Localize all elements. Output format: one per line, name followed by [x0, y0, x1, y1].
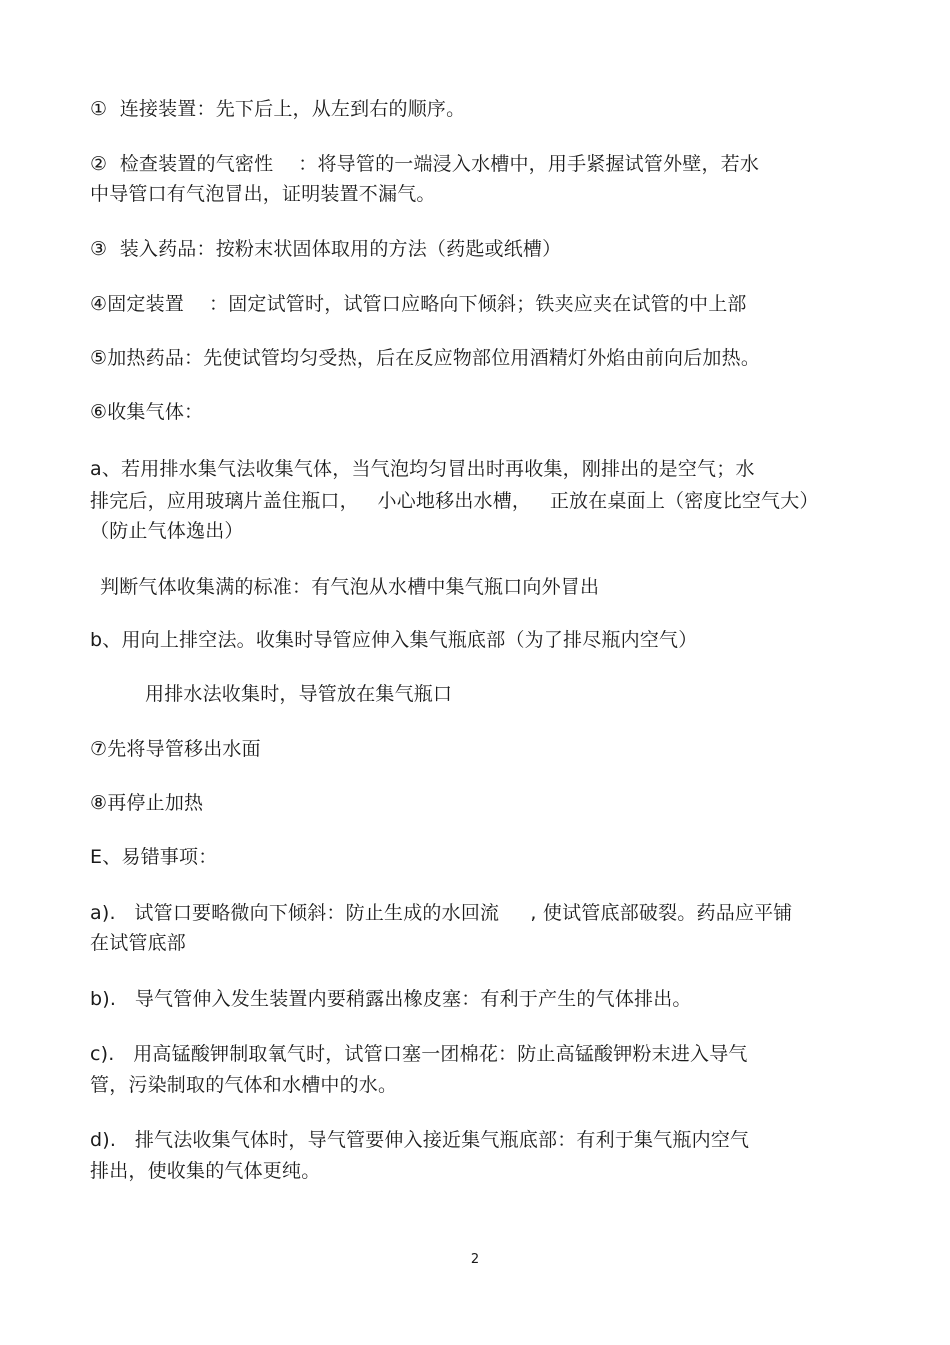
collection-b-upward-air: b、用向上排空法。收集时导管应伸入集气瓶底部（为了排尽瓶内空气）: [90, 629, 698, 651]
step-5-heat-reagent: ⑤加热药品：先使试管均匀受热，后在反应物部位用酒精灯外焰由前向后加热。: [90, 347, 761, 369]
error-d-line-2: 排出，使收集的气体更纯。: [90, 1160, 321, 1182]
step-1-connect-apparatus: ① 连接装置：先下后上，从左到右的顺序。: [90, 98, 466, 120]
page-number: 2: [470, 1252, 480, 1267]
step-7-remove-tube: ⑦先将导管移出水面: [90, 738, 261, 760]
step-8-stop-heating: ⑧再停止加热: [90, 792, 204, 814]
collection-full-criterion: 判断气体收集满的标准：有气泡从水槽中集气瓶口向外冒出: [100, 576, 600, 598]
step-6-collect-gas: ⑥收集气体：: [90, 401, 204, 423]
collection-a-line-2: 排完后，应用玻璃片盖住瓶口， 小心地移出水槽， 正放在桌面上（密度比空气大）: [90, 490, 819, 512]
collection-b-note: 用排水法收集时，导管放在集气瓶口: [145, 683, 453, 705]
errors-heading: E、易错事项：: [90, 846, 218, 868]
step-2-airtightness-line-2: 中导管口有气泡冒出，证明装置不漏气。: [90, 183, 436, 205]
step-3-load-reagent: ③ 装入药品：按粉末状固体取用的方法（药匙或纸槽）: [90, 238, 562, 260]
error-c-line-2: 管，污染制取的气体和水槽中的水。: [90, 1074, 398, 1096]
step-2-airtightness-line-1: ② 检查装置的气密性 ：将导管的一端浸入水槽中，用手紧握试管外壁，若水: [90, 153, 760, 175]
error-a-line-2: 在试管底部: [90, 932, 187, 954]
step-4-fix-apparatus: ④固定装置 ：固定试管时，试管口应略向下倾斜；铁夹应夹在试管的中上部: [90, 293, 747, 315]
collection-a-line-1: a、若用排水集气法收集气体，当气泡均匀冒出时再收集，刚排出的是空气；水: [90, 458, 755, 480]
error-b: b). 导气管伸入发生装置内要稍露出橡皮塞：有利于产生的气体排出。: [90, 988, 692, 1010]
error-a-line-1: a). 试管口要略微向下倾斜：防止生成的水回流 , 使试管底部破裂。药品应平铺: [90, 902, 793, 924]
error-c-line-1: c). 用高锰酸钾制取氧气时，试管口塞一团棉花：防止高锰酸钾粉末进入导气: [90, 1043, 748, 1065]
collection-a-line-3: （防止气体逸出）: [90, 520, 244, 542]
error-d-line-1: d). 排气法收集气体时，导气管要伸入接近集气瓶底部：有利于集气瓶内空气: [90, 1129, 750, 1151]
